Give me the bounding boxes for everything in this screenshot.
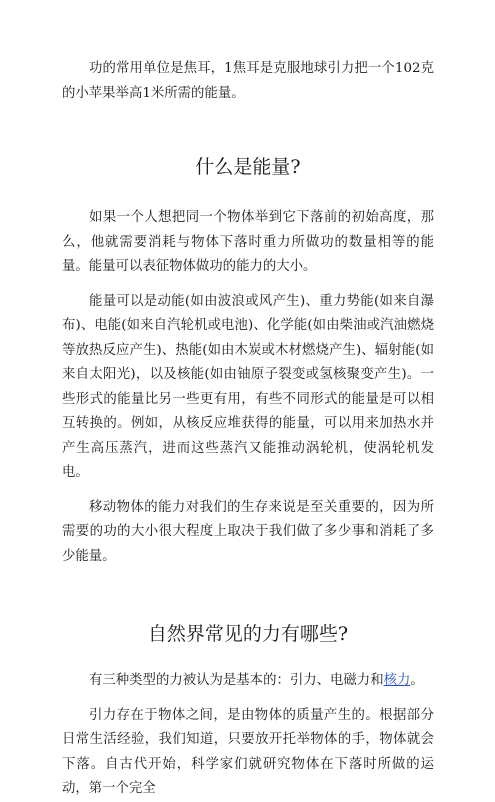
forces-paragraph-1-suffix: 。: [410, 673, 424, 688]
document-page: [62, 0, 434, 802]
intro-paragraph: 功的常用单位是焦耳，1焦耳是克服地球引力把一个102克的小苹果举高1米所需的能量。: [62, 61, 434, 101]
forces-paragraph-1: [62, 669, 434, 694]
energy-paragraph-2: 能量可以是动能(如由波浪或风产生)、重力势能(如来自瀑布)、电能(如来自汽轮机或电池)、化学能(如由柴油或汽油燃烧等放热反应产生)、热能(如由木炭或木材燃烧产生)、辐射能(如来自太阳光)，以及核能(如由铀原子裂变或氢核聚变产生)。一些形式的能量比另一些更有用，有些不同形式的能量是可以相互转换的。例如，从核反应堆获得的能量，可以用来加热水并产生高压蒸汽，进而这些蒸汽又能推动涡轮机，使涡轮机发电。: [62, 293, 434, 480]
forces-paragraph-1-prefix: 有三种类型的力被认为是基本的：引力、电磁力和: [89, 673, 384, 688]
nuclear-force-link[interactable]: 核力: [383, 673, 411, 688]
energy-paragraph-1: 如果一个人想把同一个物体举到它下落前的初始高度，那么，他就需要消耗与物体下落时重力所做功的数量相等的能量。能量可以表征物体做功的能力的大小。: [62, 210, 434, 274]
section-heading-common-forces: 自然界常见的力有哪些?: [147, 623, 349, 645]
forces-paragraph-2: 引力存在于物体之间，是由物体的质量产生的。根据部分日常生活经验，我们知道，只要放开托举物体的手，物体就会下落。自古代开始，科学家们就研究物体在下落时所做的运动，第一个完全: [62, 707, 434, 796]
section-heading-what-is-energy: 什么是能量?: [195, 156, 301, 178]
energy-paragraph-3: 移动物体的能力对我们的生存来说是至关重要的，因为所需要的功的大小很大程度上取决于我们做了多少事和消耗了多少能量。: [62, 499, 434, 564]
